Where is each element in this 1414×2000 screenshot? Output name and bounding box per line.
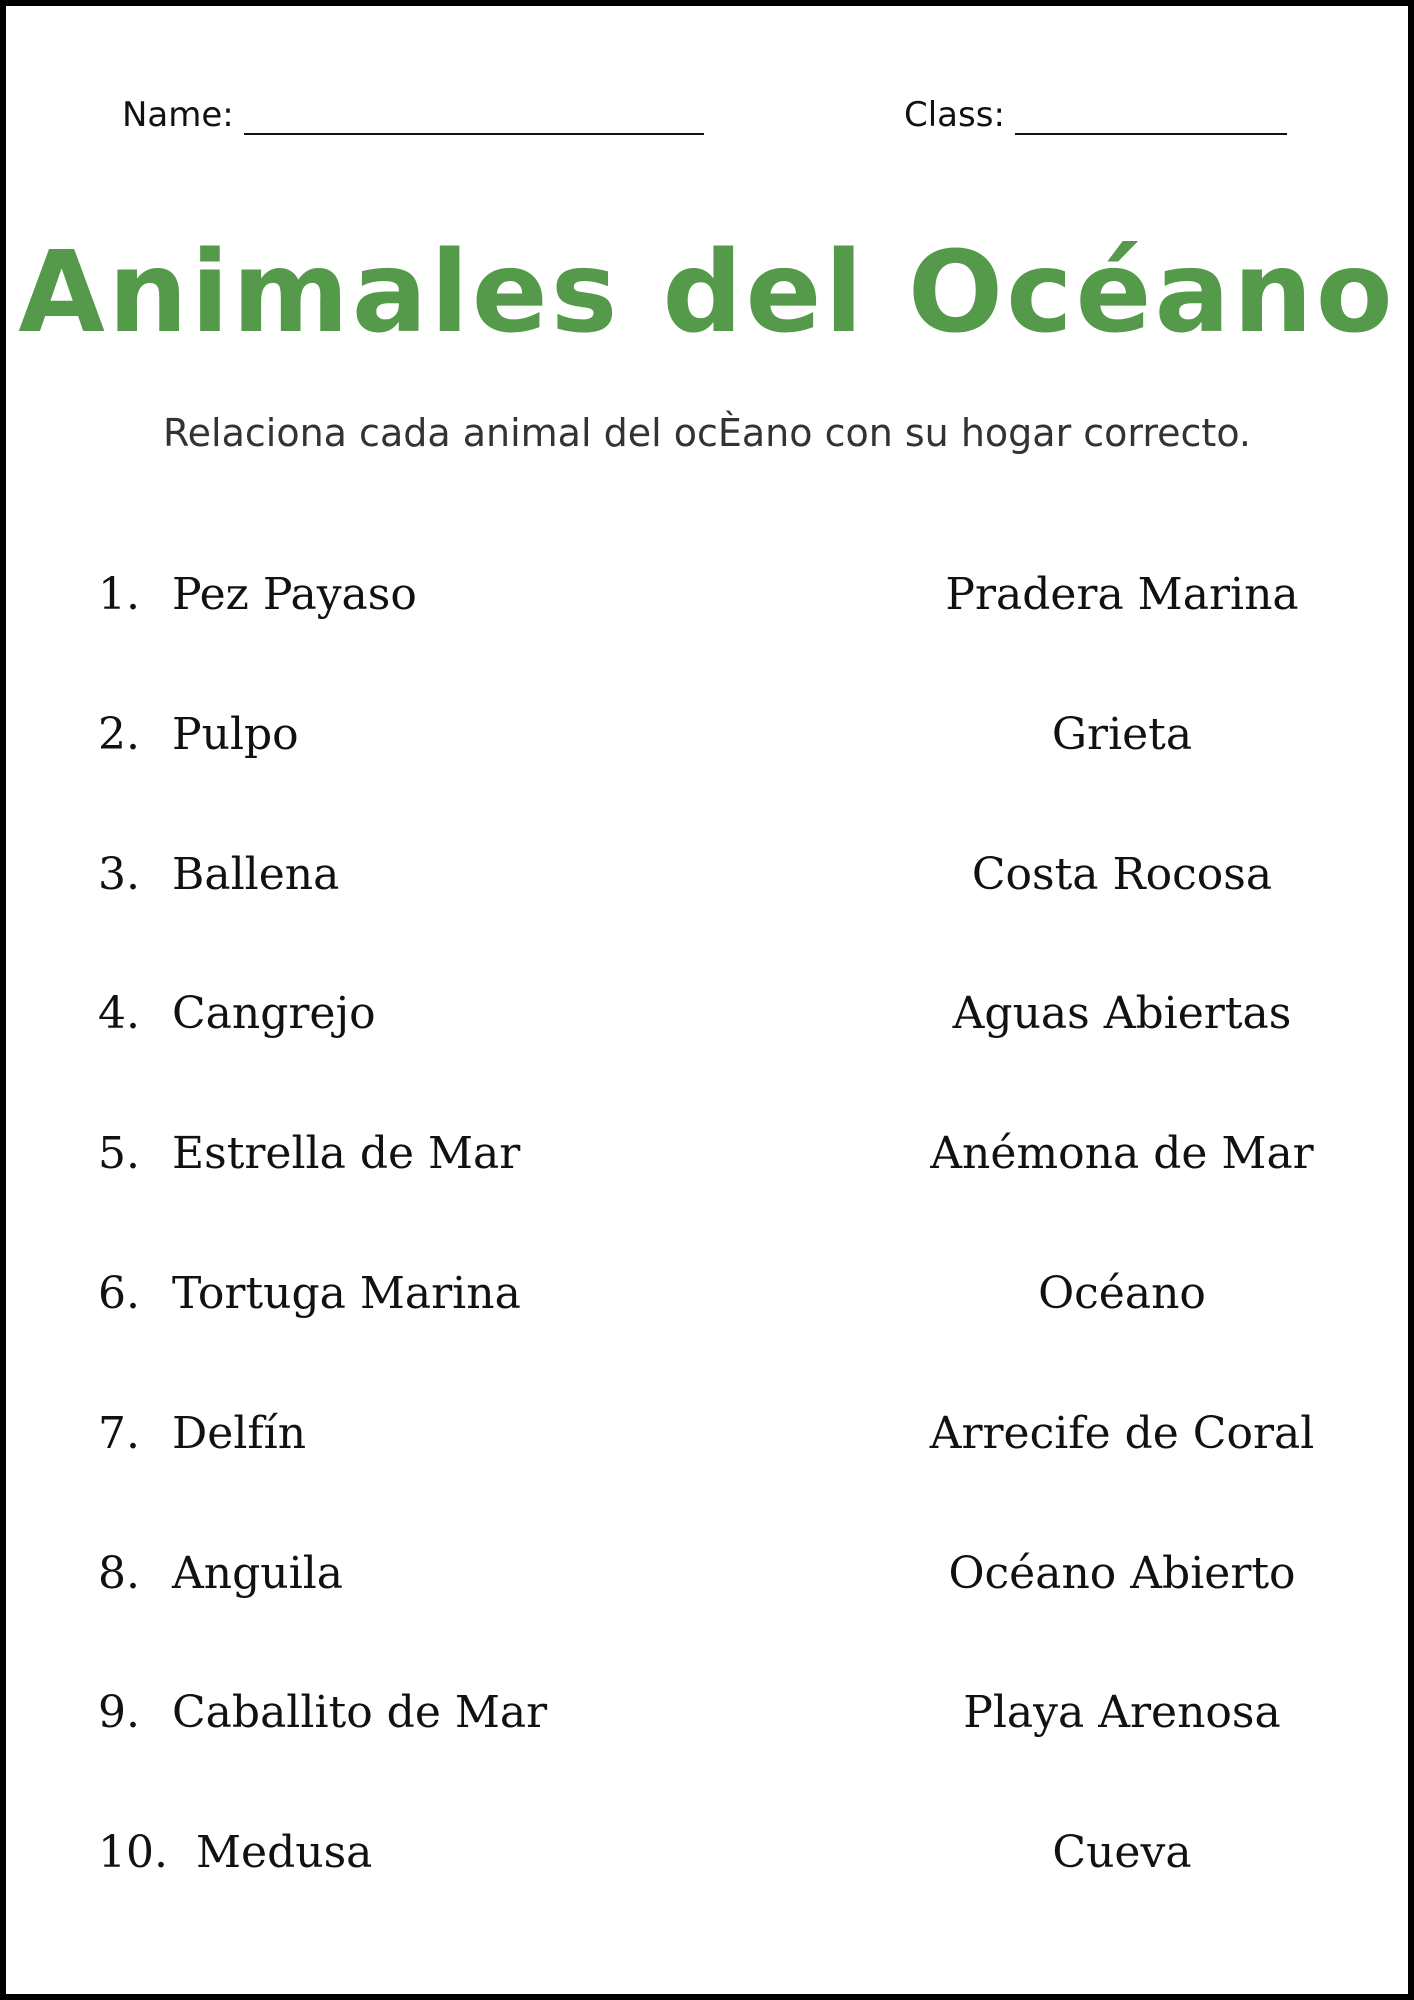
animal-name: Estrella de Mar <box>172 1128 521 1180</box>
name-blank-line[interactable] <box>244 97 704 135</box>
animal-number: 10. <box>98 1827 168 1879</box>
animal-number: 4. <box>98 988 140 1040</box>
habitat-item: Aguas Abiertas <box>952 988 1292 1040</box>
matching-row <box>0 1818 1414 1958</box>
matching-row <box>0 1119 1414 1259</box>
worksheet-title: Animales del Océano <box>18 228 1396 358</box>
habitat-item: Arrecife de Coral <box>929 1407 1315 1459</box>
animal-number: 9. <box>98 1687 140 1739</box>
habitat-item: Playa Arenosa <box>963 1687 1281 1739</box>
animal-name: Cangrejo <box>172 988 376 1040</box>
animal-name: Pulpo <box>172 708 299 760</box>
worksheet-instructions: Relaciona cada animal del ocÈano con su hogar correcto. <box>162 411 1251 455</box>
animal-item <box>98 1678 547 1748</box>
matching-row <box>0 1539 1414 1679</box>
animal-name: Tortuga Marina <box>172 1267 521 1319</box>
class-field <box>904 95 1287 135</box>
habitat-item: Pradera Marina <box>945 569 1299 620</box>
animal-number: 1. <box>98 569 140 620</box>
matching-row <box>0 979 1414 1119</box>
animal-number: 7. <box>98 1407 140 1459</box>
habitat-item: Cueva <box>1052 1827 1192 1879</box>
animal-item <box>98 1818 372 1888</box>
habitat-item: Anémona de Mar <box>930 1128 1314 1180</box>
habitat-item: Costa Rocosa <box>971 848 1273 900</box>
animal-item <box>98 1539 343 1609</box>
habitat-item: Grieta <box>1051 708 1193 760</box>
habitat-item: Océano Abierto <box>948 1547 1296 1599</box>
animal-item <box>98 840 339 910</box>
class-label: Class: <box>904 95 1005 135</box>
matching-list <box>0 560 1414 1958</box>
animal-name: Delfín <box>172 1407 307 1459</box>
animal-item <box>98 1119 520 1189</box>
animal-number: 6. <box>98 1267 140 1319</box>
animal-item <box>98 700 299 770</box>
animal-number: 3. <box>98 848 140 900</box>
animal-name: Caballito de Mar <box>172 1687 548 1739</box>
animal-item <box>98 560 417 630</box>
class-blank-line[interactable] <box>1015 97 1287 135</box>
animal-item <box>98 1259 521 1329</box>
matching-row <box>0 1399 1414 1539</box>
name-label: Name: <box>122 95 234 135</box>
animal-name: Medusa <box>196 1827 373 1879</box>
matching-row <box>0 700 1414 840</box>
animal-number: 5. <box>98 1128 140 1180</box>
habitat-item: Océano <box>1038 1267 1206 1319</box>
animal-name: Pez Payaso <box>172 569 417 620</box>
matching-row <box>0 1259 1414 1399</box>
matching-row <box>0 840 1414 980</box>
animal-name: Anguila <box>172 1547 343 1599</box>
animal-number: 8. <box>98 1547 140 1599</box>
animal-item <box>98 979 376 1049</box>
animal-number: 2. <box>98 708 140 760</box>
name-field <box>122 95 704 135</box>
animal-name: Ballena <box>172 848 340 900</box>
matching-row <box>0 560 1414 700</box>
matching-row <box>0 1678 1414 1818</box>
student-info-header <box>122 95 1292 145</box>
animal-item <box>98 1399 306 1469</box>
